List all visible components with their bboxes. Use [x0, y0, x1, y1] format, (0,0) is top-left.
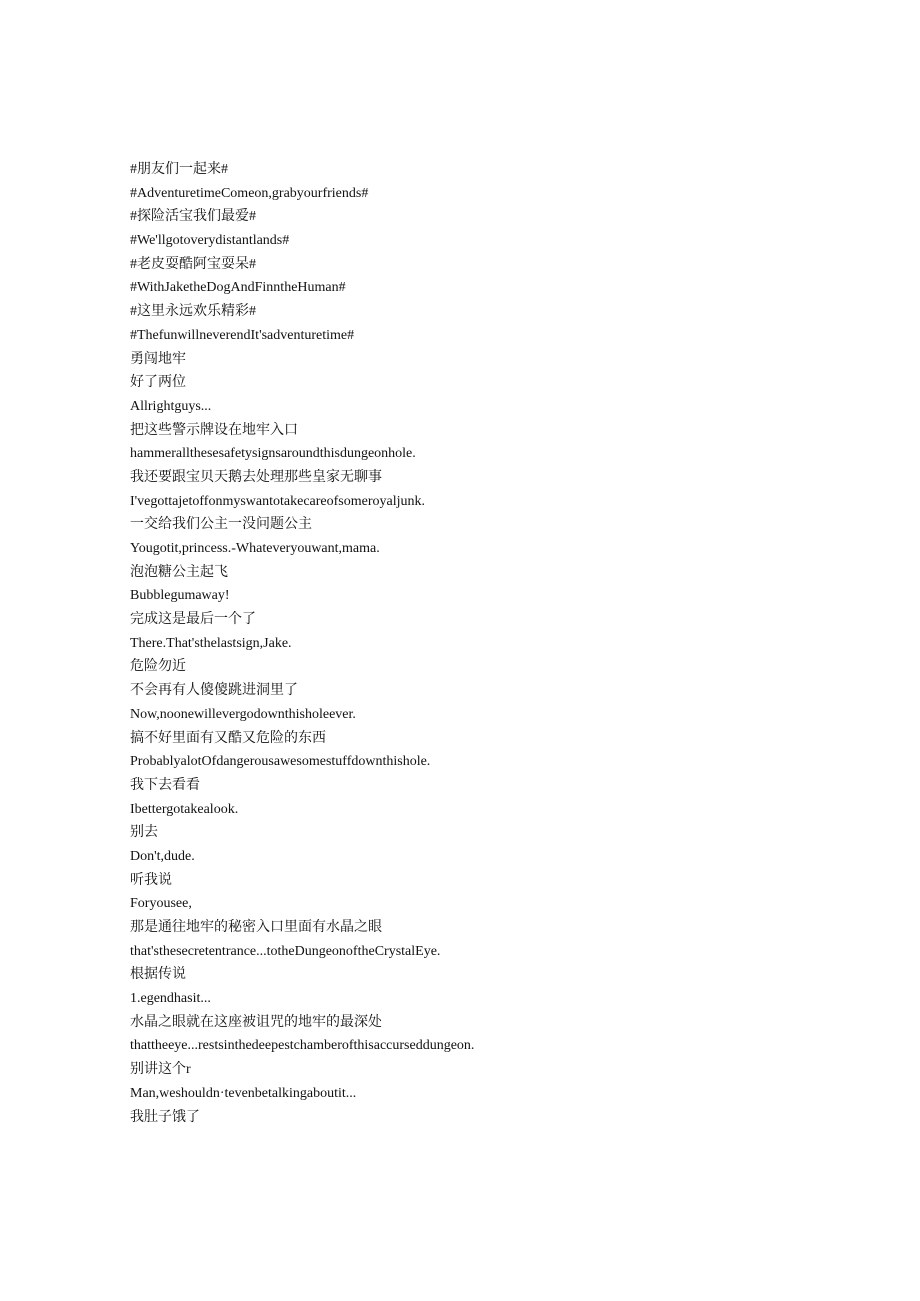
text-line: 勇闯地牢	[130, 351, 186, 367]
text-line: 不会再有人傻傻跳进洞里了	[130, 683, 298, 699]
text-line: 那是通往地牢的秘密入口里面有水晶之眼	[130, 920, 382, 935]
text-line: 完成这是最后一个了	[130, 612, 256, 628]
text-line: 一交给我们公主一没问题公主	[130, 517, 312, 533]
text-line: 听我说	[130, 872, 172, 888]
text-line: 根据传说	[130, 967, 186, 983]
text-line: 别讲这个r	[130, 1062, 191, 1078]
text-line: 我下去看看	[130, 777, 200, 793]
text-line: ProbablyalotOfdangerousawesomestuffdownthishole.	[130, 754, 431, 770]
text-line: #WithJaketheDogAndFinntheHuman#	[130, 280, 346, 296]
text-line: 危险勿近	[130, 659, 186, 675]
text-line: 别去	[130, 825, 158, 841]
text-line: #老皮耍酷阿宝耍呆#	[130, 256, 256, 272]
text-line: Yougotit,princess.-Whateveryouwant,mama.	[130, 541, 380, 556]
text-line: 泡泡糖公主起飞	[130, 564, 228, 580]
text-line: 搞不好里面有又酷又危险的东西	[130, 730, 326, 746]
text-line: There.That'sthelastsign,Jake.	[130, 635, 292, 651]
text-line: 我肚子饿了	[130, 1109, 200, 1125]
text-line: I'vegottajetoffonmyswantotakecareofsomeroyaljunk.	[130, 493, 425, 509]
document-body	[130, 158, 850, 1129]
text-line: thattheeye...restsinthedeepestchamberofthisaccurseddungeon.	[130, 1038, 475, 1054]
text-line: 把这些警示牌设在地牢入口	[130, 422, 298, 438]
text-line: Foryousee,	[130, 896, 192, 912]
text-line: Bubblegumaway!	[130, 588, 230, 604]
text-line: hammerallthesesafetysignsaroundthisdungeonhole.	[130, 446, 416, 462]
text-line: #AdventuretimeComeon,grabyourfriends#	[130, 185, 369, 201]
text-line: #We'llgotoverydistantlands#	[130, 233, 290, 249]
text-line: #ThefunwillneverendIt'sadventuretime#	[130, 327, 355, 343]
text-line: #这里永远欢乐精彩#	[130, 304, 256, 320]
text-line: that'sthesecretentrance...totheDungeonoftheCrystalEye.	[130, 943, 441, 959]
text-line: 水晶之眼就在这座被诅咒的地牢的最深处	[130, 1014, 382, 1030]
text-line: Don't,dude.	[130, 848, 195, 864]
text-line: 我还要跟宝贝天鹅去处理那些皇家无聊事	[130, 469, 382, 485]
text-line: 1.egendhasit...	[130, 991, 211, 1007]
text-line: Allrightguys...	[130, 398, 212, 414]
text-line: #探险活宝我们最爱#	[130, 209, 256, 225]
text-line: 好了两位	[130, 375, 186, 391]
text-line: Now,noonewillevergodownthisholeever.	[130, 706, 356, 722]
text-line: Ibettergotakealook.	[130, 801, 239, 817]
text-line: Man,weshouldn·tevenbetalkingaboutit...	[130, 1085, 357, 1101]
text-line: #朋友们一起来#	[130, 162, 228, 177]
